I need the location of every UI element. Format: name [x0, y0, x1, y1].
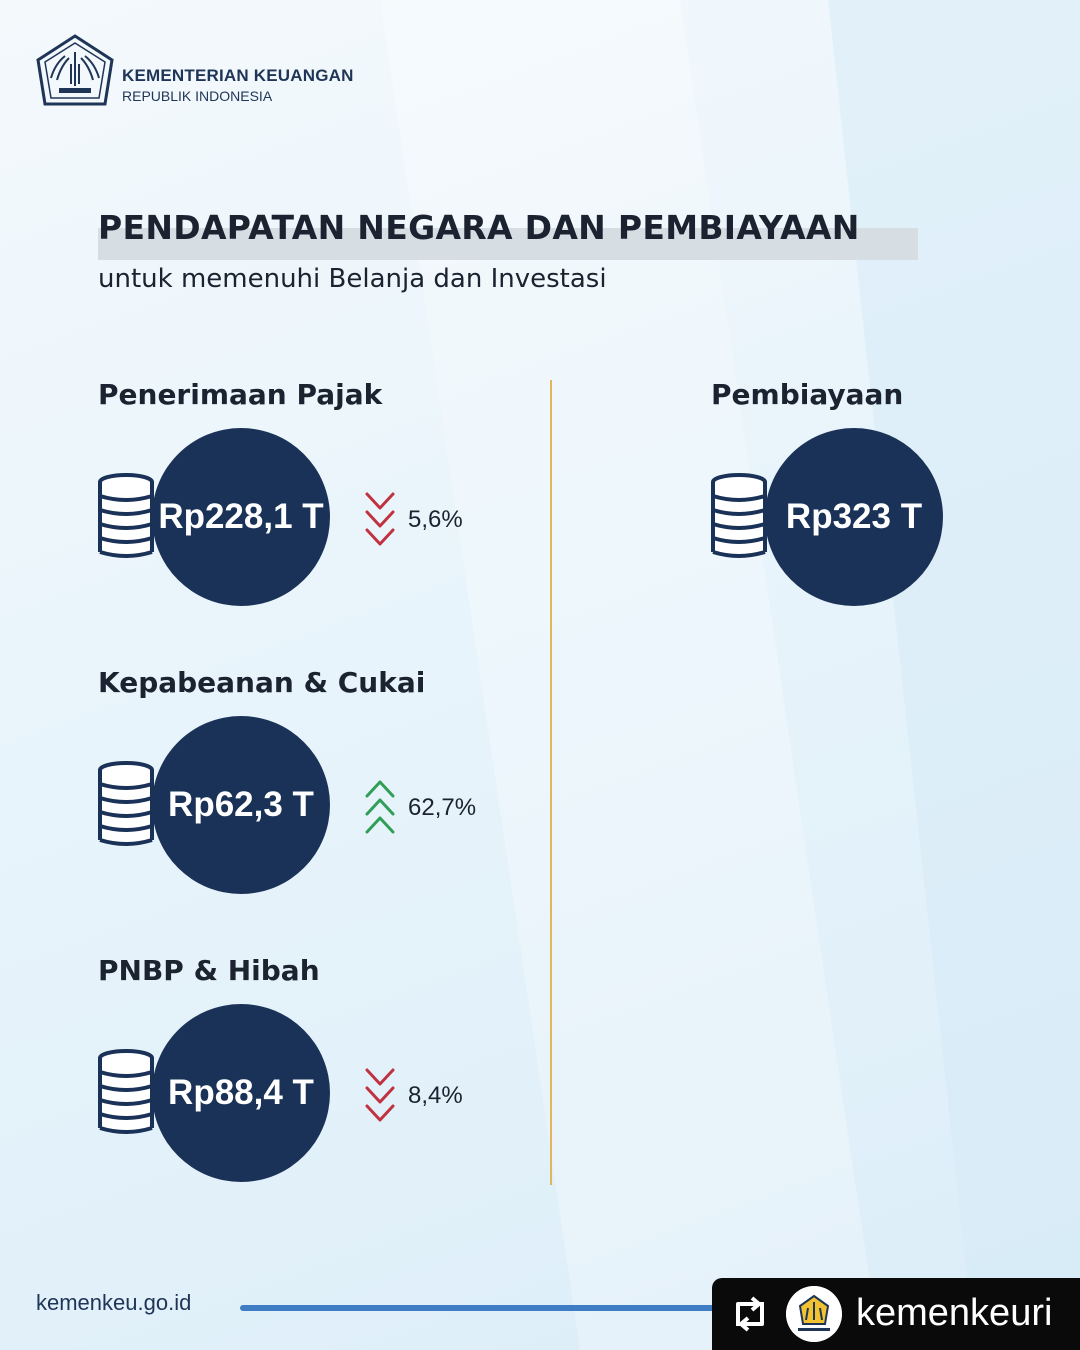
org-name: KEMENTERIAN KEUANGAN — [122, 66, 354, 85]
website-link[interactable]: kemenkeu.go.id — [36, 1290, 192, 1315]
trend-percent: 62,7% — [408, 794, 477, 821]
section-title-pajak: Penerimaan Pajak — [98, 378, 383, 411]
section-title-pembiayaan: Pembiayaan — [711, 378, 904, 411]
amount-circle — [152, 428, 330, 606]
amount-circle — [152, 716, 330, 894]
amount-value: Rp323 T — [785, 497, 923, 536]
amount-circle — [152, 1004, 330, 1182]
section-title-cukai: Kepabeanan & Cukai — [98, 666, 426, 699]
section-title-pnbp: PNBP & Hibah — [98, 954, 320, 987]
column-divider — [550, 380, 552, 1185]
title-block — [98, 208, 860, 247]
amount-value: Rp228,1 T — [158, 497, 324, 536]
kemenkeu-logo — [35, 34, 115, 108]
org-block — [122, 66, 354, 104]
trend-percent: 8,4% — [408, 1082, 463, 1109]
background-shape — [380, 0, 880, 1350]
footer-accent-line — [240, 1305, 730, 1311]
repost-badge[interactable] — [712, 1278, 1080, 1350]
page-title: PENDAPATAN NEGARA DAN PEMBIAYAAN — [98, 208, 860, 247]
trend-up-icon — [364, 778, 396, 838]
amount-value: Rp62,3 T — [168, 785, 314, 824]
repost-username: kemenkeuri — [856, 1292, 1053, 1334]
amount-value: Rp88,4 T — [168, 1073, 314, 1112]
trend-percent: 5,6% — [408, 506, 463, 533]
amount-circle — [765, 428, 943, 606]
org-subtitle: REPUBLIK INDONESIA — [122, 88, 273, 104]
avatar — [786, 1286, 842, 1342]
page-subtitle: untuk memenuhi Belanja dan Investasi — [98, 264, 607, 294]
background-shape — [660, 0, 1080, 1350]
repost-icon — [728, 1296, 772, 1332]
trend-down-icon — [364, 1066, 396, 1126]
trend-down-icon — [364, 490, 396, 550]
